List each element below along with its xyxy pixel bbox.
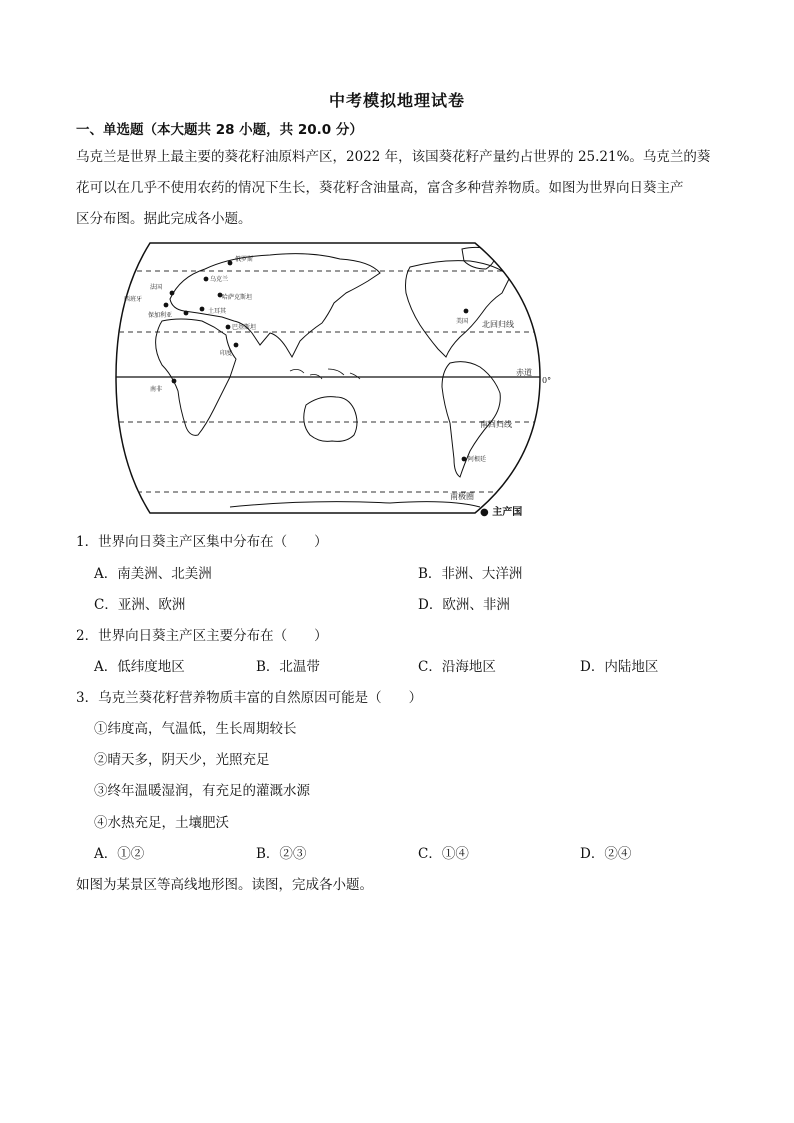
eurasia-outline — [170, 254, 380, 357]
statement: ③终年温暖湿润，有充足的灌溉水源 — [94, 783, 310, 799]
greenland-outline — [462, 247, 495, 269]
option-a[interactable]: A．南美洲、北美洲 — [94, 566, 212, 582]
antarctic-circle-label: 南极圈 — [450, 492, 474, 501]
country-dot-bulgaria — [184, 311, 189, 316]
tropic-cancer-label: 北回归线 — [482, 320, 514, 329]
option-c[interactable]: C．沿海地区 — [418, 659, 496, 675]
country-label-russia: 俄罗斯 — [235, 256, 254, 263]
map-frame — [116, 243, 540, 513]
australia-outline — [304, 397, 357, 442]
statement: ①纬度高，气温低，生长周期较长 — [94, 721, 297, 737]
intro-line: 乌克兰是世界上最主要的葵花籽油原料产区，2022 年，该国葵花籽产量约占世界的 25.21%。乌克兰的葵 — [76, 149, 711, 165]
country-label-turkey: 土耳其 — [208, 308, 227, 315]
country-label-kazakhstan: 哈萨克斯坦 — [222, 294, 253, 301]
country-label-india: 印度 — [220, 350, 233, 357]
country-label-ukraine: 乌克兰 — [210, 276, 229, 283]
intro-line: 区分布图。据此完成各小题。 — [76, 211, 252, 227]
statement: ②晴天多，阴天少，光照充足 — [94, 752, 270, 768]
option-b[interactable]: B．②③ — [256, 846, 307, 862]
country-label-bulgaria: 保加利亚 — [148, 312, 173, 319]
follow-up-prompt: 如图为某景区等高线地形图。读图，完成各小题。 — [76, 877, 373, 893]
intro-line: 花可以在几乎不使用农药的情况下生长，葵花籽含油量高，富含多种营养物质。如图为世界向日葵主产 — [76, 180, 684, 196]
option-b[interactable]: B．非洲、大洋洲 — [418, 566, 523, 582]
antarctica-outline — [230, 502, 480, 507]
option-d[interactable]: D．②④ — [580, 846, 632, 862]
country-dot-argentina — [462, 457, 467, 462]
country-label-pakistan: 巴基斯坦 — [232, 324, 257, 331]
option-b[interactable]: B．北温带 — [256, 659, 320, 675]
question-stem: 3．乌克兰葵花籽营养物质丰富的自然原因可能是（ ） — [76, 690, 423, 706]
equator-label: 赤道 — [516, 368, 532, 377]
tropic-capricorn-label: 南回归线 — [480, 420, 512, 429]
country-dot-south-africa — [172, 379, 177, 384]
country-label-south-africa: 南非 — [150, 386, 163, 393]
legend-producer: ● 主产国 — [480, 507, 523, 518]
country-label-france: 法国 — [150, 284, 163, 291]
country-dot-ukraine — [204, 277, 209, 282]
statement: ④水热充足，土壤肥沃 — [94, 815, 229, 831]
option-d[interactable]: D．欧洲、非洲 — [418, 597, 510, 613]
country-dot-spain — [164, 303, 169, 308]
north-america-outline — [406, 261, 511, 357]
option-c[interactable]: C．亚洲、欧洲 — [94, 597, 186, 613]
question-stem: 2．世界向日葵主产区主要分布在（ ） — [76, 628, 328, 644]
option-c[interactable]: C．①④ — [418, 846, 469, 862]
zero-degree-label: 0° — [542, 376, 552, 385]
option-a[interactable]: A．①② — [94, 846, 145, 862]
section-heading: 一、单选题（本大题共 28 小题，共 20.0 分） — [76, 122, 363, 138]
option-d[interactable]: D．内陆地区 — [580, 659, 659, 675]
country-dot-turkey — [200, 307, 205, 312]
page-title: 中考模拟地理试卷 — [328, 91, 465, 110]
country-dot-pakistan — [226, 325, 231, 330]
country-label-spain: 西班牙 — [124, 296, 143, 303]
world-map-figure — [110, 237, 550, 519]
question-stem: 1．世界向日葵主产区集中分布在（ ） — [76, 534, 328, 550]
world-map — [110, 237, 550, 519]
country-dot-russia — [228, 261, 233, 266]
country-dot-usa — [464, 309, 469, 314]
country-label-argentina: 阿根廷 — [468, 456, 487, 463]
country-label-usa: 美国 — [456, 318, 469, 325]
country-dot-france — [170, 291, 175, 296]
option-a[interactable]: A．低纬度地区 — [94, 659, 185, 675]
country-dot-india — [234, 343, 239, 348]
intro-paragraph — [76, 142, 748, 235]
